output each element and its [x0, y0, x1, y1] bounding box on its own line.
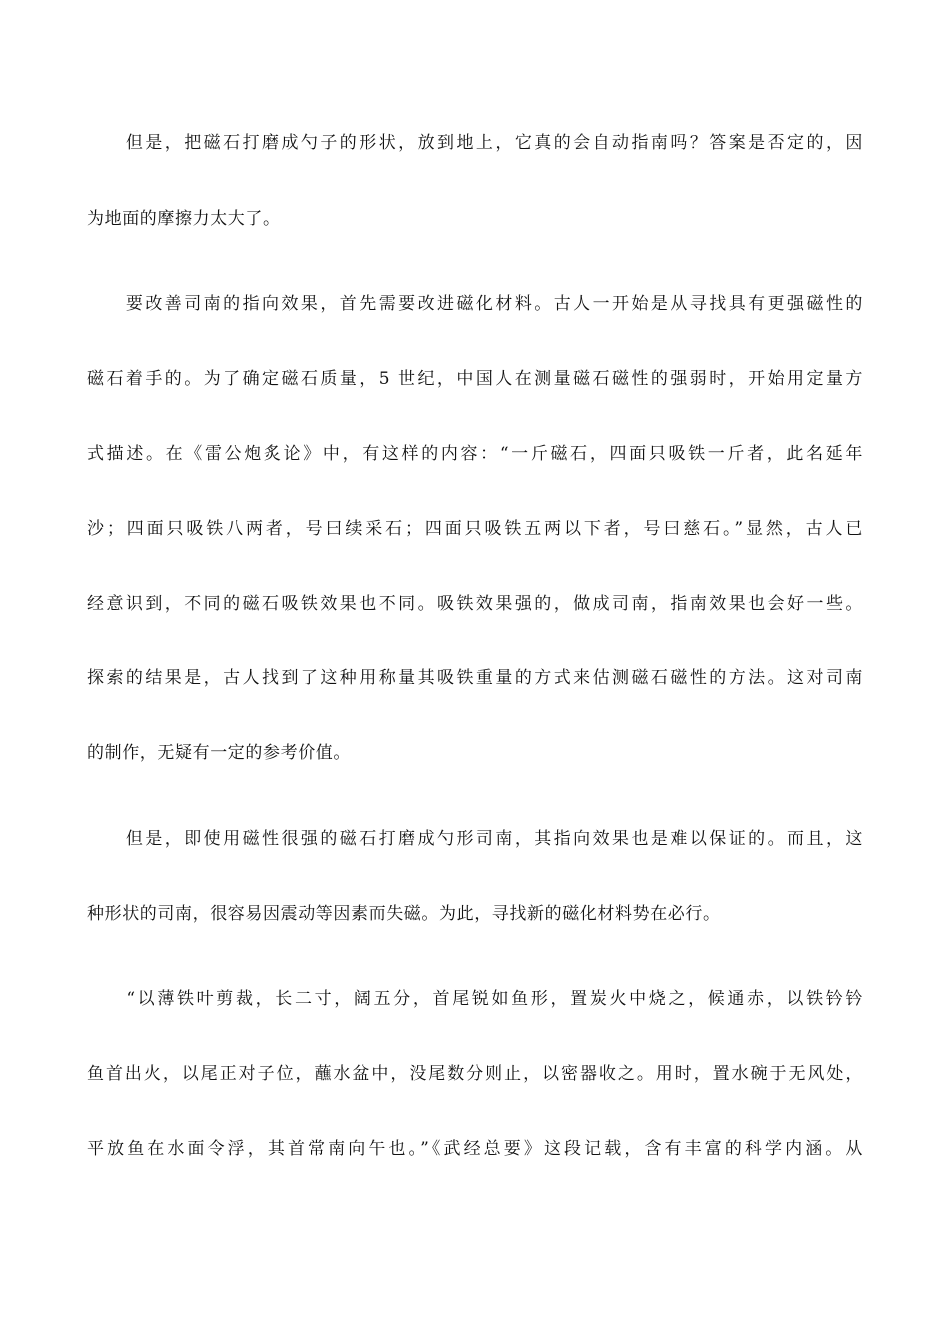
paragraph-2-line-4: 沙；四面只吸铁八两者，号曰续采石；四面只吸铁五两以下者，号曰慈石。”显然，古人已 — [87, 519, 863, 539]
paragraph-2-line-3: 式描述。在《雷公炮炙论》中，有这样的内容：“一斤磁石，四面只吸铁一斤者，此名延年 — [87, 444, 863, 464]
paragraph-2-line-2: 磁石着手的。为了确定磁石质量，5 世纪，中国人在测量磁石磁性的强弱时，开始用定量方 — [87, 369, 863, 389]
paragraph-1-line-2: 为地面的摩擦力太大了。 — [87, 209, 281, 229]
paragraph-3-line-1: 但是，即使用磁性很强的磁石打磨成勺形司南，其指向效果也是难以保证的。而且，这 — [87, 829, 863, 849]
paragraph-4-line-1: “以薄铁叶剪裁，长二寸，阔五分，首尾锐如鱼形，置炭火中烧之，候通赤，以铁钤钤 — [87, 989, 863, 1009]
paragraph-2-line-1: 要改善司南的指向效果，首先需要改进磁化材料。古人一开始是从寻找具有更强磁性的 — [87, 294, 863, 314]
paragraph-4-line-3: 平放鱼在水面令浮，其首常南向午也。”《武经总要》这段记载，含有丰富的科学内涵。从 — [87, 1139, 863, 1159]
paragraph-2-line-6: 探索的结果是，古人找到了这种用称量其吸铁重量的方式来估测磁石磁性的方法。这对司南 — [87, 668, 863, 688]
paragraph-2-line-7: 的制作，无疑有一定的参考价值。 — [87, 743, 351, 763]
paragraph-2-line-5: 经意识到，不同的磁石吸铁效果也不同。吸铁效果强的，做成司南，指南效果也会好一些。 — [87, 594, 863, 614]
paragraph-1-line-1: 但是，把磁石打磨成勺子的形状，放到地上，它真的会自动指南吗？答案是否定的，因 — [87, 133, 863, 153]
paragraph-4-line-2: 鱼首出火，以尾正对子位，蘸水盆中，没尾数分则止，以密器收之。用时，置水碗于无风处， — [87, 1064, 863, 1084]
paragraph-3-line-2: 种形状的司南，很容易因震动等因素而失磁。为此，寻找新的磁化材料势在必行。 — [87, 904, 721, 924]
